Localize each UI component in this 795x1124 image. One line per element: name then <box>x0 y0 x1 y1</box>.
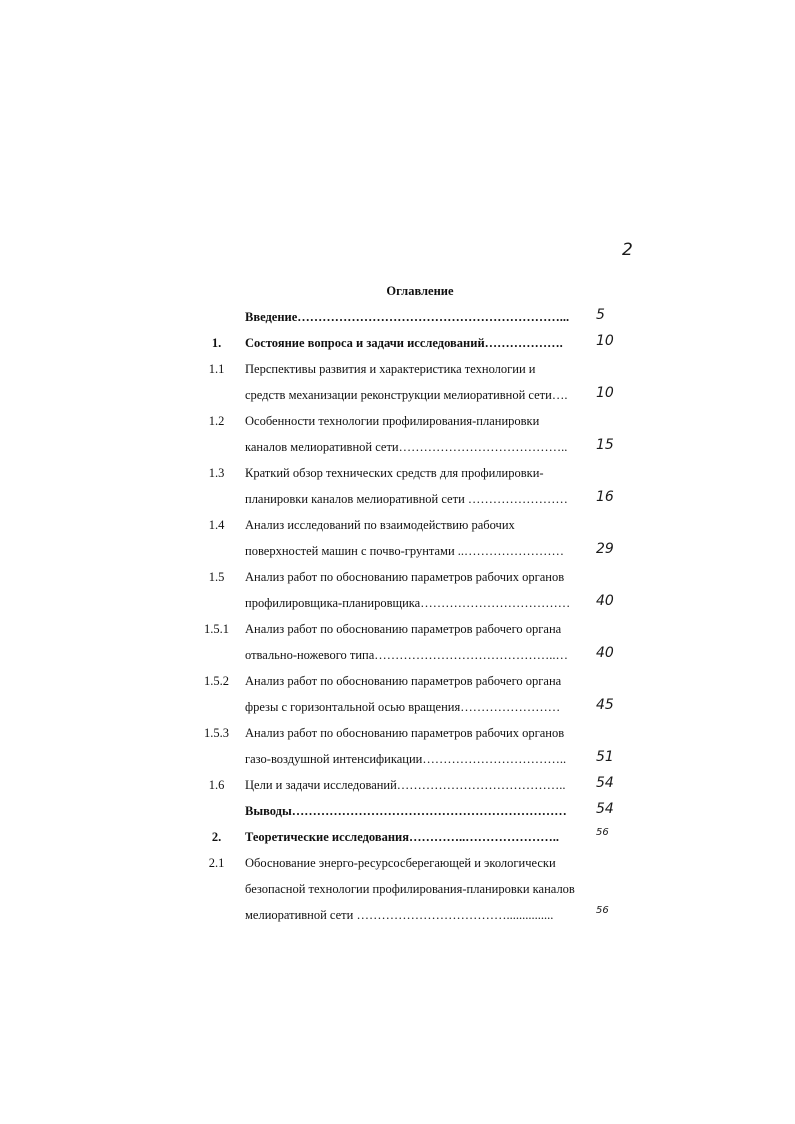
toc-title: Оглавление <box>386 284 454 298</box>
toc-entry-page: 10 <box>596 385 614 401</box>
toc-entry-page: 56 <box>596 905 609 916</box>
toc-entry-number: 2.1 <box>208 856 225 870</box>
toc-entry <box>0 876 795 902</box>
toc-entry-number: 1.5.2 <box>204 674 229 688</box>
toc-entry-title: Перспективы развития и характеристика технологии и <box>245 362 536 376</box>
toc-entry-page: 16 <box>596 489 614 505</box>
toc-entry-title: каналов мелиоративной сети………………………………….. <box>245 440 568 454</box>
toc-entry-title: Анализ работ по обоснованию параметров рабочего органа <box>245 674 562 688</box>
toc-entry <box>0 746 795 772</box>
toc-entry <box>0 434 795 460</box>
toc-entry <box>0 902 795 928</box>
toc-entry-title: фрезы с горизонтальной осью вращения…………………… <box>245 700 561 714</box>
toc-entry-title: мелиоративной сети ………………………………............... <box>245 908 554 922</box>
toc-entry-number: 1.4 <box>208 518 225 532</box>
toc-entry-page: 40 <box>596 645 614 661</box>
toc-entry-page: 54 <box>596 801 614 817</box>
toc-entry <box>0 460 795 486</box>
toc-entry-page: 29 <box>596 541 614 557</box>
toc-entry <box>0 720 795 746</box>
toc-entry-number: 2. <box>211 830 222 844</box>
toc-entry-number: 1.5 <box>208 570 225 584</box>
toc-entry-number: 1.6 <box>208 778 225 792</box>
toc-entry <box>0 590 795 616</box>
toc-entry-page: 15 <box>596 437 614 453</box>
toc-entry-number: 1.5.1 <box>204 622 229 636</box>
toc-entry-title: планировки каналов мелиоративной сети …………………… <box>245 492 568 506</box>
toc-entry-title: Цели и задачи исследований………………………………….. <box>245 778 566 792</box>
toc-entry-number: 1. <box>211 336 222 350</box>
toc-entry <box>0 382 795 408</box>
toc-entry-number: 1.1 <box>208 362 225 376</box>
toc-entry <box>0 512 795 538</box>
toc-entry-number: 1.3 <box>208 466 225 480</box>
toc-entry <box>0 408 795 434</box>
toc-entry-page: 45 <box>596 697 614 713</box>
toc-entry <box>0 486 795 512</box>
toc-entry <box>0 798 795 824</box>
toc-entry-title: Краткий обзор технических средств для профилировки- <box>245 466 544 480</box>
toc-entry-title: поверхностей машин с почво-грунтами ..…………………… <box>245 544 565 558</box>
toc-entry-page: 40 <box>596 593 614 609</box>
toc-entry-title: газо-воздушной интенсификации…………………………….. <box>245 752 567 766</box>
toc-entry-page: 56 <box>596 827 609 838</box>
toc-entry <box>0 616 795 642</box>
toc-entry <box>0 694 795 720</box>
toc-entry-title: профилировщика-планировщика……………………………… <box>245 596 571 610</box>
toc-entry-title: Анализ исследований по взаимодействию рабочих <box>245 518 515 532</box>
toc-entry-number: 1.5.3 <box>204 726 229 740</box>
toc-entry-title: Анализ работ по обоснованию параметров рабочего органа <box>245 622 562 636</box>
toc-entry-title: Введение………………………………………………………... <box>245 310 570 324</box>
toc-entry <box>0 824 795 850</box>
toc-entry <box>0 330 795 356</box>
toc-entry-page: 54 <box>596 775 614 791</box>
toc-entry <box>0 850 795 876</box>
toc-entry-title: средств механизации реконструкции мелиоративной сети…. <box>245 388 568 402</box>
toc-entry <box>0 772 795 798</box>
toc-entry <box>0 304 795 330</box>
toc-entry-title: Анализ работ по обоснованию параметров рабочих органов <box>245 570 565 584</box>
toc-entry-title: Особенности технологии профилирования-планировки <box>245 414 540 428</box>
toc-entry-title: Анализ работ по обоснованию параметров рабочих органов <box>245 726 565 740</box>
toc-entry <box>0 356 795 382</box>
toc-entry-number: 1.2 <box>208 414 225 428</box>
toc-entry <box>0 564 795 590</box>
toc-entry-title: Состояние вопроса и задачи исследований………………. <box>245 336 563 350</box>
toc-entry-page: 5 <box>596 307 605 323</box>
toc-entry-title: безопасной технологии профилирования-планировки каналов <box>245 882 575 896</box>
page-number: 2 <box>622 240 633 260</box>
toc-entry <box>0 668 795 694</box>
toc-entry-page: 10 <box>596 333 614 349</box>
toc-entry-title: Выводы………………………………………………………… <box>245 804 567 818</box>
toc-entry <box>0 642 795 668</box>
toc-entry-title: Обоснование энерго-ресурсосберегающей и экологически <box>245 856 556 870</box>
toc-entry <box>0 538 795 564</box>
toc-entry-title: Теоретические исследования…………..………………….. <box>245 830 560 844</box>
toc-entry-title: отвально-ножевого типа……………………………………..… <box>245 648 569 662</box>
toc-entry-page: 51 <box>596 749 614 765</box>
